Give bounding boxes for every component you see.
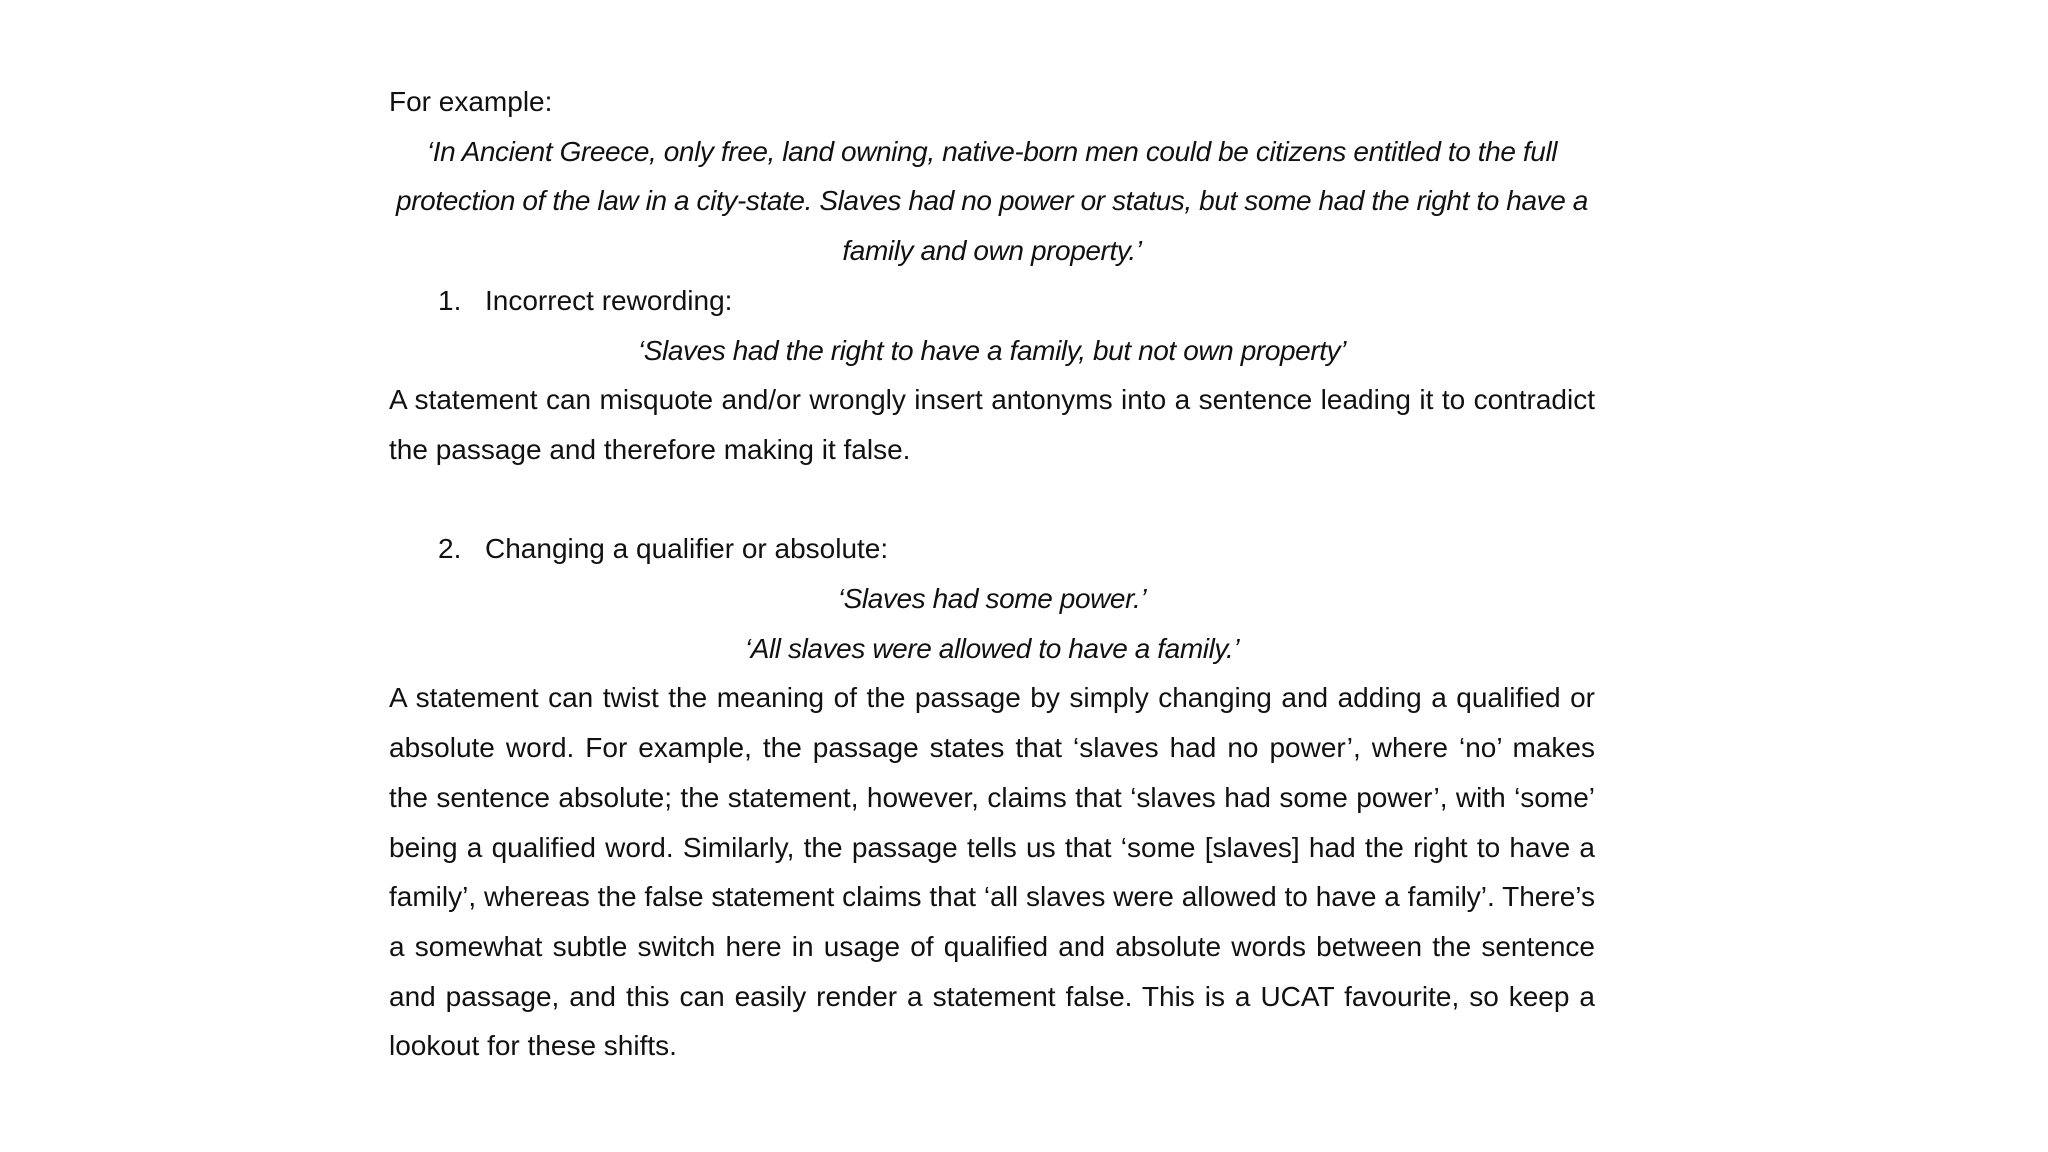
list-item-title: Changing a qualifier or absolute: [485, 533, 889, 565]
list-number: 2. [438, 533, 462, 565]
paragraph-spacer [389, 475, 1595, 525]
qualifier-quote-all: ‘All slaves were allowed to have a family.’ [744, 632, 1240, 664]
list-item-2 [389, 524, 1595, 574]
rewording-quote: ‘Slaves had the right to have a family, but not own property’ [637, 334, 1347, 366]
rewording-explanation: A statement can misquote and/or wrongly insert antonyms into a sentence leading it to contradict the passage and therefore making it false. [389, 384, 1595, 465]
qualifier-explanation: A statement can twist the meaning of the passage by simply changing and adding a qualified or absolute word. For example, the passage states that ‘slaves had no power’, where ‘no’ makes the sentence absolute; the statement, however, claims that ‘slaves had some power’, with ‘some’ being a qualified word. Similarly, the passage tells us that ‘some [slaves] had the right to have a family’, whereas the false statement claims that ‘all slaves were allowed to have a family’. There’s a somewhat subtle switch here in usage of qualified and absolute words between the sentence and passage, and this can easily render a statement false. This is a UCAT favourite, so keep a lookout for these shifts. [389, 682, 1595, 1062]
list-number: 1. [438, 284, 462, 316]
qualifier-quote-some: ‘Slaves had some power.’ [837, 583, 1147, 615]
intro-text: For example: [389, 86, 553, 117]
list-item-1 [389, 276, 1595, 326]
document-body [389, 77, 1595, 1071]
list-item-title: Incorrect rewording: [485, 284, 733, 316]
example-quote: ‘In Ancient Greece, only free, land owning, native-born men could be citizens entitled to the full protection of the law in a city-state. Slaves had no power or status, but some had the right to have a family and own property.’ [396, 135, 1588, 267]
